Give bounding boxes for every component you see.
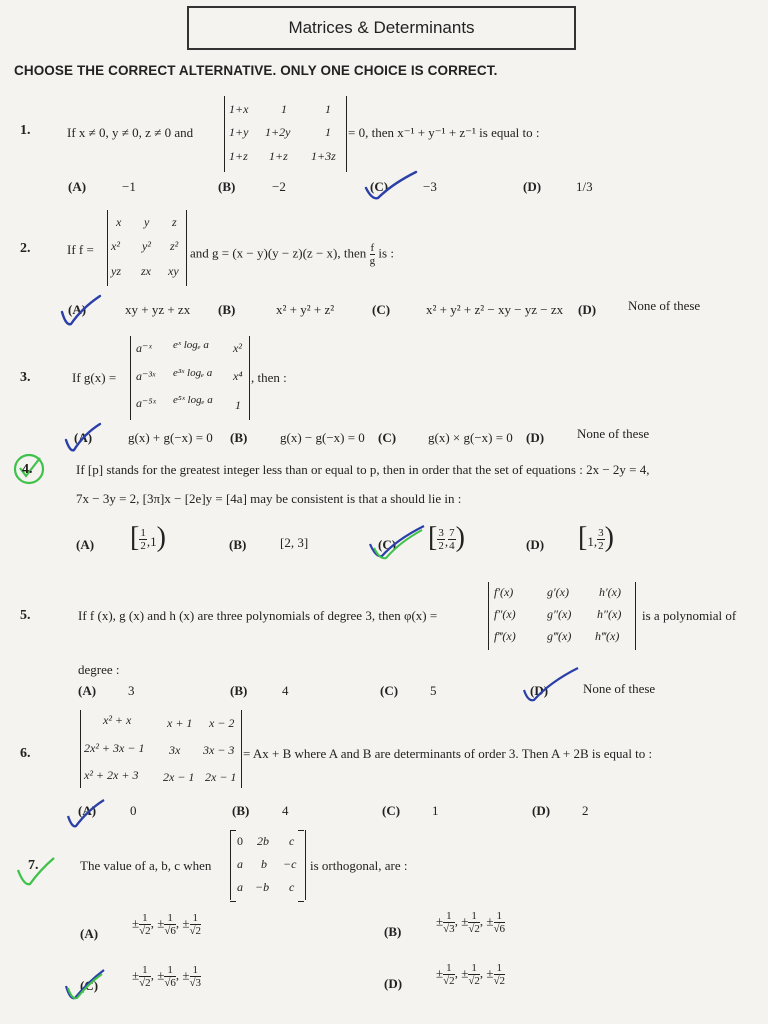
option-value: 3 [128,683,135,698]
option-label: (B) [218,302,236,317]
question-text-continued: is orthogonal, are : [310,858,408,873]
tick-mark-icon [62,966,108,1004]
question-text: If f (x), g (x) and h (x) are three polynomials of degree 3, then φ(x) = [78,608,438,623]
option-label: (C) [378,430,397,445]
option-value: 1/3 [576,179,593,194]
option-value: x² + y² + z² − xy − yz − zx [426,302,564,317]
tick-mark-icon [64,796,108,830]
question-number: 5. [20,608,31,623]
question-number: 4. [22,462,33,477]
page-title: Matrices & Determinants [187,6,576,50]
option-label: (D) [530,683,549,698]
option-label: (A) [78,803,97,818]
tick-mark-icon [518,664,582,704]
option-label: (D) [532,803,551,818]
option-label: (B) [232,803,250,818]
option-value: ± $\frac{1}{√2}$ , ± $\frac{1}{√6}$ , ± $\frac{1}{√3}$ [132,964,202,989]
question-number: 7. [28,858,39,873]
tick-mark-icon [362,166,422,206]
option-value: −3 [423,179,437,194]
option-value: 0 [130,803,137,818]
question-text: If x ≠ 0, y ≠ 0, z ≠ 0 and [67,125,194,140]
option-value: g(x) + g(−x) = 0 [128,430,213,445]
instruction: CHOOSE THE CORRECT ALTERNATIVE. ONLY ONE CHOICE IS CORRECT. [14,63,498,78]
fraction: $\frac{f}{g}$ [369,242,376,267]
determinant: x y z x² y² z² yz zx xy [107,210,187,286]
option-label: (B) [230,683,248,698]
option-value: ± $\frac{1}{√3}$ , ± $\frac{1}{√2}$ , ± $\frac{1}{√6}$ [436,910,506,935]
question-text-continued: degree : [78,662,120,677]
option-value: ± $\frac{1}{√2}$ , ± $\frac{1}{√6}$ , ± $\frac{1}{√2}$ [132,912,202,937]
option-label: (A) [68,302,87,317]
question-number: 6. [20,746,31,761]
option-value: g(x) × g(−x) = 0 [428,430,513,445]
option-value: [1, $\frac{3}{2}$ ) [578,522,614,553]
option-value: −1 [122,179,136,194]
option-value: [ $\frac{1}{2}$ ,1) [130,522,166,553]
question-number: 3. [20,370,31,385]
option-value: 4 [282,683,289,698]
option-label: (D) [526,430,545,445]
determinant: f′(x) g′(x) h′(x) f″(x) g″(x) h″(x) f‴(x) g‴(x) h‴(x) [488,582,636,650]
question-text-continued: = 0, then x⁻¹ + y⁻¹ + z⁻¹ is equal to : [348,125,540,140]
option-label: (A) [68,179,87,194]
option-label: (B) [384,924,402,939]
option-label: (D) [578,302,597,317]
matrix: 0 2b c a b −c a −b c [230,830,306,900]
tick-mark-icon [58,292,104,328]
option-value: xy + yz + zx [125,302,191,317]
question-text: The value of a, b, c when [80,858,212,873]
option-value: 1 [432,803,439,818]
option-label: (C) [380,683,399,698]
option-label: (C) [382,803,401,818]
option-value: 2 [582,803,589,818]
option-label: (C) [378,537,397,552]
option-label: (A) [74,430,93,445]
question-text: If g(x) = [72,370,117,385]
option-value: None of these [628,298,701,313]
option-value: ± $\frac{1}{√2}$ , ± $\frac{1}{√2}$ , ± $\frac{1}{√2}$ [436,962,506,987]
determinant: a⁻ˣ eˣ logₑ a x² a⁻³ˣ e³ˣ logₑ a x⁴ a⁻⁵ˣ e⁵ˣ logₑ a 1 [130,336,250,420]
question-text-continued: , then : [251,370,287,385]
option-label: (B) [230,430,248,445]
tick-mark-icon [62,420,104,454]
option-value: −2 [272,179,286,194]
option-label: (B) [218,179,236,194]
tick-mark-icon [366,522,428,564]
option-label: (D) [526,537,545,552]
option-value: None of these [577,426,650,441]
option-label: (C) [80,978,99,993]
option-label: (C) [370,179,389,194]
determinant: 1+x 1 1 1+y 1+2y 1 1+z 1+z 1+3z [224,96,347,172]
determinant: x² + x x + 1 x − 2 2x² + 3x − 1 3x 3x − 3 x² + 2x + 3 2x − 1 2x − 1 [80,710,242,788]
option-label: (A) [78,683,97,698]
option-label: (B) [229,537,247,552]
option-label: (A) [80,926,99,941]
question-text-continued: 7x − 3y = 2, [3π]x − [2e]y = [4a] may be consistent is that a should lie in : [76,491,462,506]
question-text: If [p] stands for the greatest integer less than or equal to p, then in order that the set of equations : 2x − 2y = 4, [76,462,650,477]
option-value: 5 [430,683,437,698]
option-value: g(x) − g(−x) = 0 [280,430,365,445]
question-number: 2. [20,241,31,256]
option-label: (D) [523,179,542,194]
question-text-continued: is a polynomial of [642,608,737,623]
question-text: = Ax + B where A and B are determinants of order 3. Then A + 2B is equal to : [243,746,653,761]
option-value: [2, 3] [280,535,309,550]
question-text-continued: and g = (x − y)(y − z)(z − x), then $\frac{f}{g}$ is : [190,242,394,267]
option-label: (C) [372,302,391,317]
option-value: x² + y² + z² [276,302,335,317]
question-text: If f = [67,242,94,257]
option-value: 4 [282,803,289,818]
option-value: [ $\frac{3}{2}$ , $\frac{7}{4}$ ) [428,522,465,553]
option-value: None of these [583,681,656,696]
question-number: 1. [20,123,31,138]
option-label: (A) [76,537,95,552]
option-label: (D) [384,976,403,991]
